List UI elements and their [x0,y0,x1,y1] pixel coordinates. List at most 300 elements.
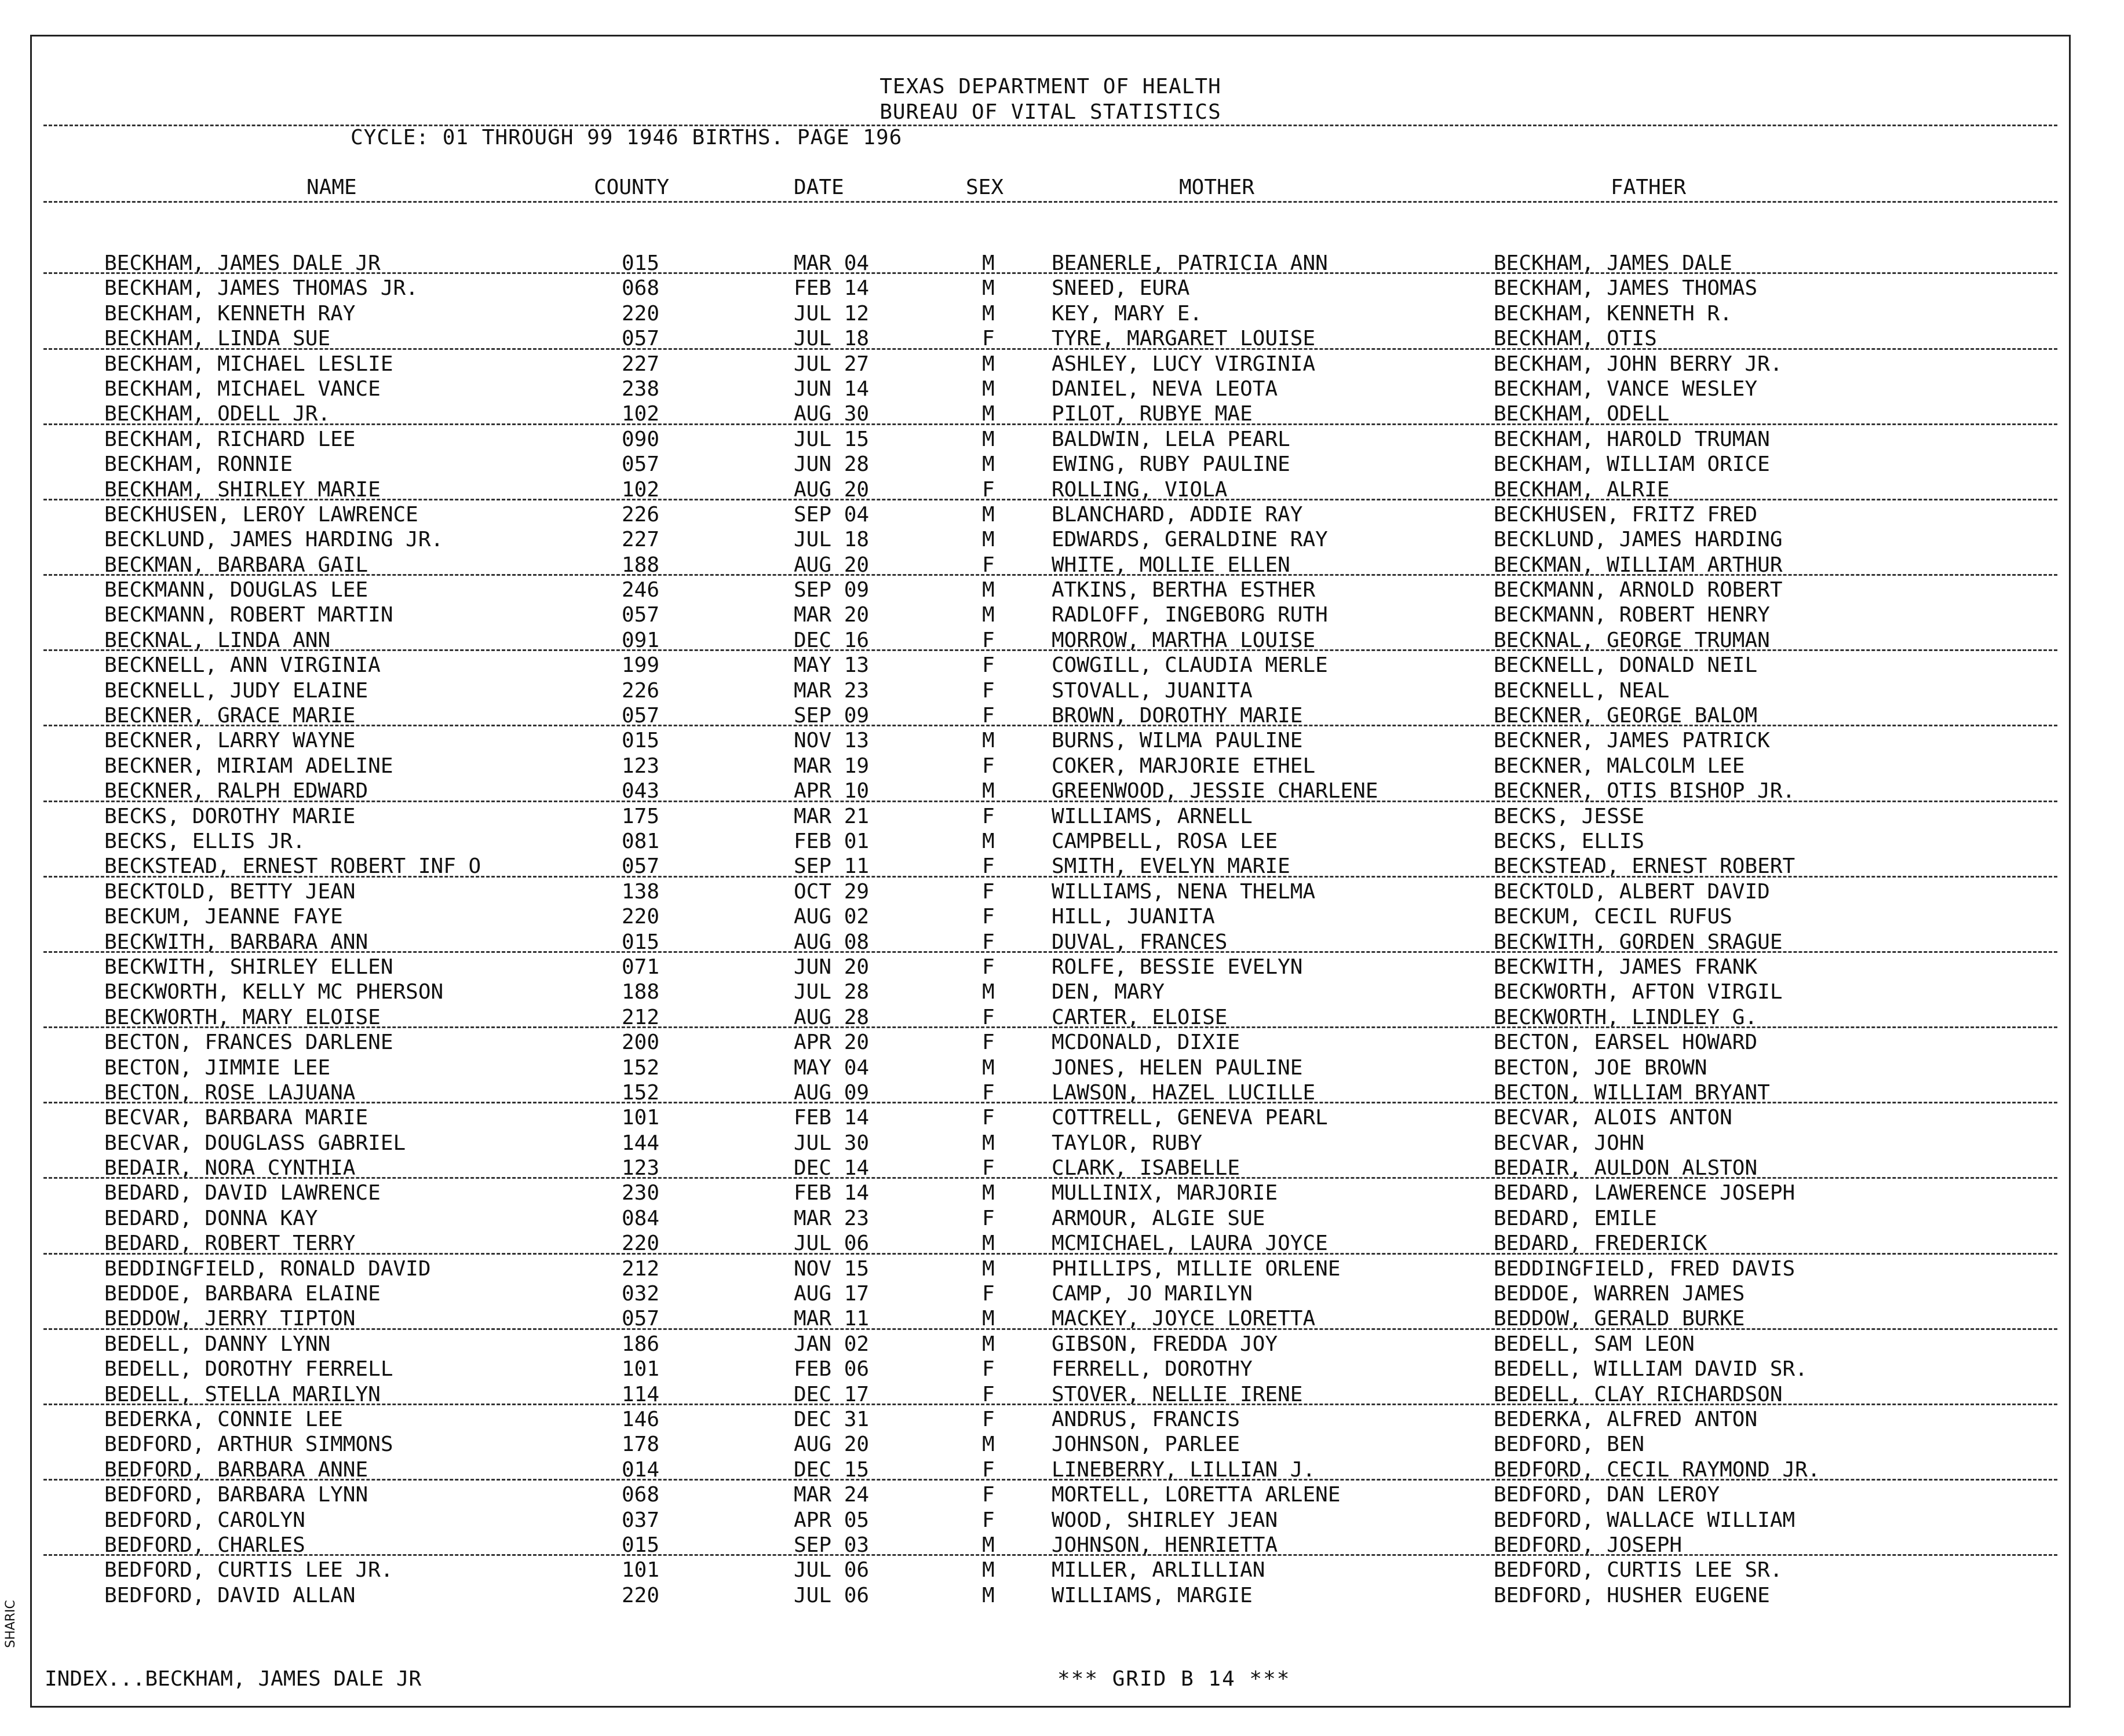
record-date: AUG 17 [794,1282,870,1306]
table-row [32,904,2069,929]
record-name: BECTON, JIMMIE LEE [104,1055,331,1080]
record-date: JUL 27 [794,352,870,376]
record-name: BEDARD, DAVID LAWRENCE [104,1181,381,1205]
record-county: 057 [622,327,660,351]
record-sex: M [982,352,995,376]
record-father: BEDAIR, AULDON ALSTON [1494,1156,1758,1181]
record-sex: F [982,1382,995,1406]
record-date: SEP 04 [794,502,870,527]
record-sex: M [982,779,995,803]
record-mother: KEY, MARY E. [1052,301,1203,326]
record-father: BECKHAM, VANCE WESLEY [1494,377,1758,401]
record-county: 101 [622,1558,660,1582]
record-county: 057 [622,452,660,477]
record-date: DEC 14 [794,1156,870,1181]
record-date: MAR 21 [794,804,870,828]
table-row [32,301,2069,326]
record-sex: M [982,1533,995,1557]
record-name: BEDERKA, CONNIE LEE [104,1407,343,1431]
record-county: 114 [622,1382,660,1406]
record-sex: M [982,427,995,451]
record-county: 101 [622,1357,660,1382]
record-county: 015 [622,930,660,954]
column-header-date: DATE [794,176,844,199]
record-sex: F [982,930,995,954]
record-county: 102 [622,402,660,426]
record-county: 057 [622,603,660,627]
record-sex: F [982,854,995,879]
table-row [32,1558,2069,1582]
record-father: BECKNER, OTIS BISHOP JR. [1494,779,1795,803]
record-sex: F [982,327,995,351]
record-mother: ROLFE, BESSIE EVELYN [1052,955,1303,979]
table-row [32,1181,2069,1205]
record-mother: COTTRELL, GENEVA PEARL [1052,1106,1328,1130]
record-county: 123 [622,1156,660,1181]
record-name: BECKHAM, ODELL JR. [104,402,331,426]
record-date: FEB 14 [794,276,870,301]
record-date: FEB 14 [794,1181,870,1205]
record-father: BECKS, ELLIS [1494,829,1645,853]
record-name: BECKNER, GRACE MARIE [104,704,356,728]
record-sex: F [982,477,995,502]
record-county: 068 [622,1483,660,1507]
record-mother: GIBSON, FREDDA JOY [1052,1332,1278,1356]
table-row [32,955,2069,980]
record-sex: M [982,276,995,301]
record-father: BECKLUND, JAMES HARDING [1494,528,1783,552]
record-name: BEDAIR, NORA CYNTHIA [104,1156,356,1181]
record-county: 212 [622,1005,660,1029]
table-row [32,1131,2069,1156]
record-father: BEDFORD, CURTIS LEE SR. [1494,1558,1783,1582]
record-county: 138 [622,879,660,904]
record-county: 015 [622,1533,660,1557]
record-father: BECKUM, CECIL RUFUS [1494,905,1732,929]
table-row [32,1256,2069,1281]
record-date: APR 10 [794,779,870,803]
record-father: BECVAR, ALOIS ANTON [1494,1106,1732,1130]
table-row [32,1055,2069,1080]
record-name: BECKHAM, MICHAEL VANCE [104,377,381,401]
record-county: 152 [622,1080,660,1105]
record-county: 057 [622,704,660,728]
record-father: BECKWORTH, LINDLEY G. [1494,1005,1758,1029]
record-mother: ROLLING, VIOLA [1052,477,1228,502]
record-mother: MCDONALD, DIXIE [1052,1030,1240,1055]
record-father: BECKHUSEN, FRITZ FRED [1494,502,1758,527]
table-row [32,1005,2069,1030]
column-header-sex: SEX [966,176,1004,199]
record-father: BECKMAN, WILLIAM ARTHUR [1494,553,1783,577]
record-date: SEP 11 [794,854,870,879]
birth-records-table [32,251,2069,1608]
record-mother: WILLIAMS, NENA THELMA [1052,879,1316,904]
record-sex: F [982,754,995,778]
record-mother: DUVAL, FRANCES [1052,930,1228,954]
record-name: BECKNELL, ANN VIRGINIA [104,653,381,678]
column-header-mother: MOTHER [1179,176,1255,199]
record-county: 227 [622,352,660,376]
record-father: BECKHAM, JAMES THOMAS [1494,276,1758,301]
record-name: BECVAR, DOUGLASS GABRIEL [104,1131,406,1155]
record-mother: MORTELL, LORETTA ARLENE [1052,1483,1341,1507]
record-sex: M [982,251,995,275]
record-sex: M [982,1307,995,1331]
record-sex: F [982,1483,995,1507]
table-row [32,1583,2069,1608]
record-father: BECKNAL, GEORGE TRUMAN [1494,628,1770,652]
record-date: NOV 13 [794,729,870,753]
table-row [32,578,2069,602]
record-county: 220 [622,301,660,326]
record-name: BECKUM, JEANNE FAYE [104,905,343,929]
record-name: BEDFORD, DAVID ALLAN [104,1583,356,1607]
record-father: BECKHAM, ODELL [1494,402,1670,426]
record-sex: M [982,377,995,401]
table-row [32,1457,2069,1482]
record-father: BEDFORD, WALLACE WILLIAM [1494,1508,1795,1532]
record-mother: BLANCHARD, ADDIE RAY [1052,502,1303,527]
record-father: BECKHAM, OTIS [1494,327,1657,351]
record-sex: F [982,1080,995,1105]
record-date: JUL 12 [794,301,870,326]
record-mother: STOVER, NELLIE IRENE [1052,1382,1303,1406]
record-sex: F [982,704,995,728]
record-mother: CAMP, JO MARILYN [1052,1282,1253,1306]
record-father: BECTON, EARSEL HOWARD [1494,1030,1758,1055]
record-father: BEDFORD, CECIL RAYMOND JR. [1494,1457,1820,1482]
record-date: JUL 06 [794,1558,870,1582]
record-mother: JOHNSON, HENRIETTA [1052,1533,1278,1557]
record-name: BECKTOLD, BETTY JEAN [104,879,356,904]
record-county: 146 [622,1407,660,1431]
record-mother: BURNS, WILMA PAULINE [1052,729,1303,753]
record-father: BEDERKA, ALFRED ANTON [1494,1407,1758,1431]
record-name: BECKWORTH, MARY ELOISE [104,1005,381,1029]
table-row [32,804,2069,829]
record-county: 015 [622,251,660,275]
record-sex: F [982,1457,995,1482]
record-sex: F [982,1156,995,1181]
table-row [32,628,2069,653]
record-sex: F [982,955,995,979]
record-date: JUL 30 [794,1131,870,1155]
record-name: BECKS, DOROTHY MARIE [104,804,356,828]
record-sex: M [982,1583,995,1607]
record-mother: GREENWOOD, JESSIE CHARLENE [1052,779,1378,803]
record-father: BECKNER, JAMES PATRICK [1494,729,1770,753]
record-county: 043 [622,779,660,803]
record-date: AUG 09 [794,1080,870,1105]
table-row [32,703,2069,728]
record-name: BECTON, FRANCES DARLENE [104,1030,393,1055]
record-sex: F [982,879,995,904]
record-date: MAY 04 [794,1055,870,1080]
record-date: DEC 31 [794,1407,870,1431]
record-name: BECKHAM, RICHARD LEE [104,427,356,451]
record-mother: LAWSON, HAZEL LUCILLE [1052,1080,1316,1105]
table-row [32,527,2069,552]
record-date: AUG 20 [794,553,870,577]
record-date: MAR 11 [794,1307,870,1331]
record-sex: F [982,1030,995,1055]
column-header-county: COUNTY [594,176,670,199]
record-mother: MILLER, ARLILLIAN [1052,1558,1265,1582]
record-name: BEDFORD, BARBARA ANNE [104,1457,368,1482]
record-date: MAR 23 [794,1206,870,1230]
record-sex: F [982,1407,995,1431]
record-county: 102 [622,477,660,502]
record-date: JUL 15 [794,427,870,451]
table-row [32,980,2069,1004]
record-mother: LINEBERRY, LILLIAN J. [1052,1457,1316,1482]
record-father: BECKHAM, WILLIAM ORICE [1494,452,1770,477]
record-name: BECKHAM, RONNIE [104,452,293,477]
record-county: 178 [622,1432,660,1457]
record-mother: TAYLOR, RUBY [1052,1131,1203,1155]
record-county: 015 [622,729,660,753]
record-county: 175 [622,804,660,828]
record-county: 090 [622,427,660,451]
agency-title: TEXAS DEPARTMENT OF HEALTH [879,75,1221,98]
record-county: 057 [622,854,660,879]
record-father: BEDELL, SAM LEON [1494,1332,1695,1356]
record-name: BEDFORD, CAROLYN [104,1508,305,1532]
record-sex: M [982,829,995,853]
record-mother: CLARK, ISABELLE [1052,1156,1240,1181]
record-date: SEP 09 [794,578,870,602]
record-mother: EDWARDS, GERALDINE RAY [1052,528,1328,552]
record-father: BEDFORD, HUSHER EUGENE [1494,1583,1770,1607]
record-mother: CAMPBELL, ROSA LEE [1052,829,1278,853]
record-sex: F [982,1282,995,1306]
record-name: BECKHAM, SHIRLEY MARIE [104,477,381,502]
table-row [32,377,2069,401]
record-sex: M [982,301,995,326]
record-date: JUL 06 [794,1583,870,1607]
record-county: 199 [622,653,660,678]
record-mother: ATKINS, BERTHA ESTHER [1052,578,1316,602]
record-sex: M [982,578,995,602]
record-father: BECTON, WILLIAM BRYANT [1494,1080,1770,1105]
record-date: MAR 19 [794,754,870,778]
record-name: BECKNER, MIRIAM ADELINE [104,754,393,778]
record-father: BECKWORTH, AFTON VIRGIL [1494,980,1783,1004]
record-county: 188 [622,980,660,1004]
record-sex: M [982,980,995,1004]
record-sex: M [982,729,995,753]
record-date: JUN 28 [794,452,870,477]
table-row [32,754,2069,779]
record-mother: SMITH, EVELYN MARIE [1052,854,1290,879]
record-county: 227 [622,528,660,552]
table-row [32,1332,2069,1357]
record-sex: M [982,1181,995,1205]
table-row [32,427,2069,452]
record-date: FEB 01 [794,829,870,853]
record-name: BEDARD, DONNA KAY [104,1206,318,1230]
record-father: BEDDINGFIELD, FRED DAVIS [1494,1256,1795,1281]
record-mother: COKER, MARJORIE ETHEL [1052,754,1316,778]
record-sex: M [982,1432,995,1457]
table-row [32,1105,2069,1130]
record-mother: TYRE, MARGARET LOUISE [1052,327,1316,351]
record-county: 220 [622,1583,660,1607]
record-sex: F [982,653,995,678]
record-mother: FERRELL, DOROTHY [1052,1357,1253,1382]
record-father: BECKS, JESSE [1494,804,1645,828]
column-header-father: FATHER [1611,176,1687,199]
record-date: OCT 29 [794,879,870,904]
record-father: BECKNELL, NEAL [1494,678,1670,703]
record-name: BEDDOW, JERRY TIPTON [104,1307,356,1331]
record-date: JUL 28 [794,980,870,1004]
record-name: BECKSTEAD, ERNEST ROBERT INF O [104,854,481,879]
record-name: BECVAR, BARBARA MARIE [104,1106,368,1130]
record-mother: BROWN, DOROTHY MARIE [1052,704,1303,728]
table-row [32,326,2069,351]
record-date: MAR 04 [794,251,870,275]
record-father: BEDDOE, WARREN JAMES [1494,1282,1745,1306]
table-row [32,602,2069,627]
record-date: MAY 13 [794,653,870,678]
record-county: 057 [622,1307,660,1331]
record-mother: MULLINIX, MARJORIE [1052,1181,1278,1205]
record-father: BECKNER, GEORGE BALOM [1494,704,1758,728]
record-sex: M [982,1558,995,1582]
record-father: BECKNELL, DONALD NEIL [1494,653,1758,678]
record-name: BECKHAM, MICHAEL LESLIE [104,352,393,376]
table-row [32,1231,2069,1256]
record-mother: ASHLEY, LUCY VIRGINIA [1052,352,1316,376]
table-row [32,1533,2069,1558]
record-name: BECKWORTH, KELLY MC PHERSON [104,980,444,1004]
table-row [32,779,2069,803]
record-name: BEDELL, DANNY LYNN [104,1332,331,1356]
record-name: BECKHAM, JAMES THOMAS JR. [104,276,418,301]
record-date: NOV 15 [794,1256,870,1281]
record-date: AUG 02 [794,905,870,929]
record-sex: M [982,528,995,552]
record-date: MAR 23 [794,678,870,703]
record-date: MAR 20 [794,603,870,627]
record-date: JUL 18 [794,327,870,351]
record-date: JUN 20 [794,955,870,979]
record-sex: F [982,553,995,577]
record-mother: HILL, JUANITA [1052,905,1215,929]
record-mother: ARMOUR, ALGIE SUE [1052,1206,1265,1230]
record-date: AUG 20 [794,1432,870,1457]
record-father: BECKWITH, GORDEN SRAGUE [1494,930,1783,954]
record-mother: DEN, MARY [1052,980,1165,1004]
record-date: AUG 08 [794,930,870,954]
record-father: BECTON, JOE BROWN [1494,1055,1707,1080]
record-name: BEDFORD, BARBARA LYNN [104,1483,368,1507]
table-row [32,653,2069,678]
record-county: 084 [622,1206,660,1230]
record-name: BECKNAL, LINDA ANN [104,628,331,652]
record-county: 152 [622,1055,660,1080]
record-county: 123 [622,754,660,778]
record-father: BECKNER, MALCOLM LEE [1494,754,1745,778]
record-father: BEDFORD, JOSEPH [1494,1533,1683,1557]
record-name: BECKNER, LARRY WAYNE [104,729,356,753]
record-sex: M [982,1131,995,1155]
record-mother: PILOT, RUBYE MAE [1052,402,1253,426]
record-name: BEDDINGFIELD, RONALD DAVID [104,1256,431,1281]
record-mother: WOOD, SHIRLEY JEAN [1052,1508,1278,1532]
record-sex: M [982,603,995,627]
document-frame [30,35,2071,1708]
record-mother: MCMICHAEL, LAURA JOYCE [1052,1231,1328,1256]
index-footer: INDEX...BECKHAM, JAMES DALE JR [45,1667,422,1691]
record-mother: BEANERLE, PATRICIA ANN [1052,251,1328,275]
record-sex: M [982,502,995,527]
record-date: MAR 24 [794,1483,870,1507]
record-county: 226 [622,502,660,527]
record-county: 220 [622,1231,660,1256]
record-father: BECKMANN, ARNOLD ROBERT [1494,578,1783,602]
record-father: BEDFORD, DAN LEROY [1494,1483,1720,1507]
record-mother: JOHNSON, PARLEE [1052,1432,1240,1457]
table-row [32,502,2069,527]
record-date: AUG 28 [794,1005,870,1029]
record-date: DEC 17 [794,1382,870,1406]
record-mother: COWGILL, CLAUDIA MERLE [1052,653,1328,678]
table-row [32,1306,2069,1331]
record-name: BEDDOE, BARBARA ELAINE [104,1282,381,1306]
table-row [32,401,2069,426]
table-row [32,1382,2069,1407]
record-mother: PHILLIPS, MILLIE ORLENE [1052,1256,1341,1281]
record-date: FEB 14 [794,1106,870,1130]
record-county: 081 [622,829,660,853]
record-name: BECKHAM, LINDA SUE [104,327,331,351]
record-sex: M [982,452,995,477]
record-mother: RADLOFF, INGEBORG RUTH [1052,603,1328,627]
record-sex: F [982,678,995,703]
record-mother: STOVALL, JUANITA [1052,678,1253,703]
record-mother: JONES, HELEN PAULINE [1052,1055,1303,1080]
table-row [32,1080,2069,1105]
record-county: 091 [622,628,660,652]
bureau-title: BUREAU OF VITAL STATISTICS [879,100,1221,124]
record-sex: F [982,1106,995,1130]
record-county: 144 [622,1131,660,1155]
record-name: BECKHAM, JAMES DALE JR [104,251,381,275]
record-date: JAN 02 [794,1332,870,1356]
record-father: BEDELL, WILLIAM DAVID SR. [1494,1357,1808,1382]
record-date: JUN 14 [794,377,870,401]
record-county: 071 [622,955,660,979]
grid-footer: *** GRID B 14 *** [1057,1667,1291,1691]
record-mother: BALDWIN, LELA PEARL [1052,427,1290,451]
column-header-divider [43,201,2057,203]
record-sex: M [982,1256,995,1281]
record-name: BECKHUSEN, LEROY LAWRENCE [104,502,418,527]
table-row [32,879,2069,904]
record-date: DEC 15 [794,1457,870,1482]
record-sex: F [982,628,995,652]
record-name: BEDELL, DOROTHY FERRELL [104,1357,393,1382]
table-row [32,1407,2069,1432]
record-father: BECVAR, JOHN [1494,1131,1645,1155]
record-name: BEDARD, ROBERT TERRY [104,1231,356,1256]
table-row [32,276,2069,301]
record-mother: MORROW, MARTHA LOUISE [1052,628,1316,652]
record-mother: DANIEL, NEVA LEOTA [1052,377,1278,401]
